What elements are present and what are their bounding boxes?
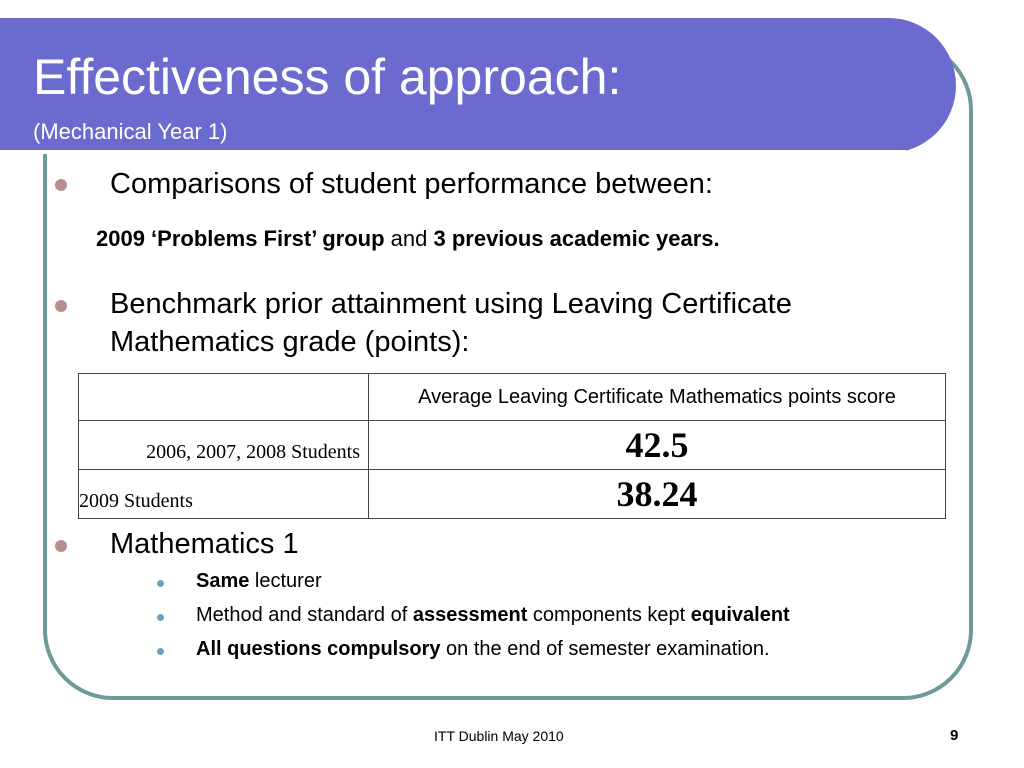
slide-title: Effectiveness of approach: xyxy=(33,49,622,105)
table-header-cell: Average Leaving Certificate Mathematics points score xyxy=(369,374,946,421)
group-previous: 3 previous academic years. xyxy=(433,226,720,251)
table-row-label: 2006, 2007, 2008 Students xyxy=(79,421,369,470)
title-band xyxy=(0,18,956,153)
table-row-label: 2009 Students xyxy=(79,470,369,519)
bullet-comparisons: Comparisons of student performance between: xyxy=(110,168,713,200)
table-row-value: 38.24 xyxy=(369,470,946,519)
sub-bullet-icon xyxy=(157,580,164,587)
sub-item-assessment: Method and standard of assessment components kept equivalent xyxy=(196,604,790,626)
slide-subtitle: (Mechanical Year 1) xyxy=(33,119,228,144)
sub-bullet-icon xyxy=(157,648,164,655)
footer-text: ITT Dublin May 2010 xyxy=(434,728,564,744)
table-header-empty xyxy=(79,374,369,421)
table-row xyxy=(79,470,946,519)
bullet-icon xyxy=(55,540,67,552)
comparison-groups xyxy=(96,226,720,252)
bullet-benchmark-line2: Mathematics grade (points): xyxy=(110,326,470,358)
bullet-icon xyxy=(55,179,67,191)
table-row xyxy=(79,421,946,470)
bullet-benchmark-line1: Benchmark prior attainment using Leaving Certificate xyxy=(110,288,792,320)
page-number: 9 xyxy=(950,727,959,744)
bullet-icon xyxy=(55,300,67,312)
sub-item-lecturer: Same lecturer xyxy=(196,570,322,592)
sub-bullet-icon xyxy=(157,614,164,621)
group-2009: 2009 ‘Problems First’ group xyxy=(96,226,385,251)
sub-item-compulsory: All questions compulsory on the end of semester examination. xyxy=(196,638,770,660)
bullet-mathematics: Mathematics 1 xyxy=(110,528,299,560)
table-row-value: 42.5 xyxy=(369,421,946,470)
points-table xyxy=(78,373,946,519)
table-header-row xyxy=(79,374,946,421)
connector-text: and xyxy=(384,226,434,251)
title-divider xyxy=(0,150,906,154)
